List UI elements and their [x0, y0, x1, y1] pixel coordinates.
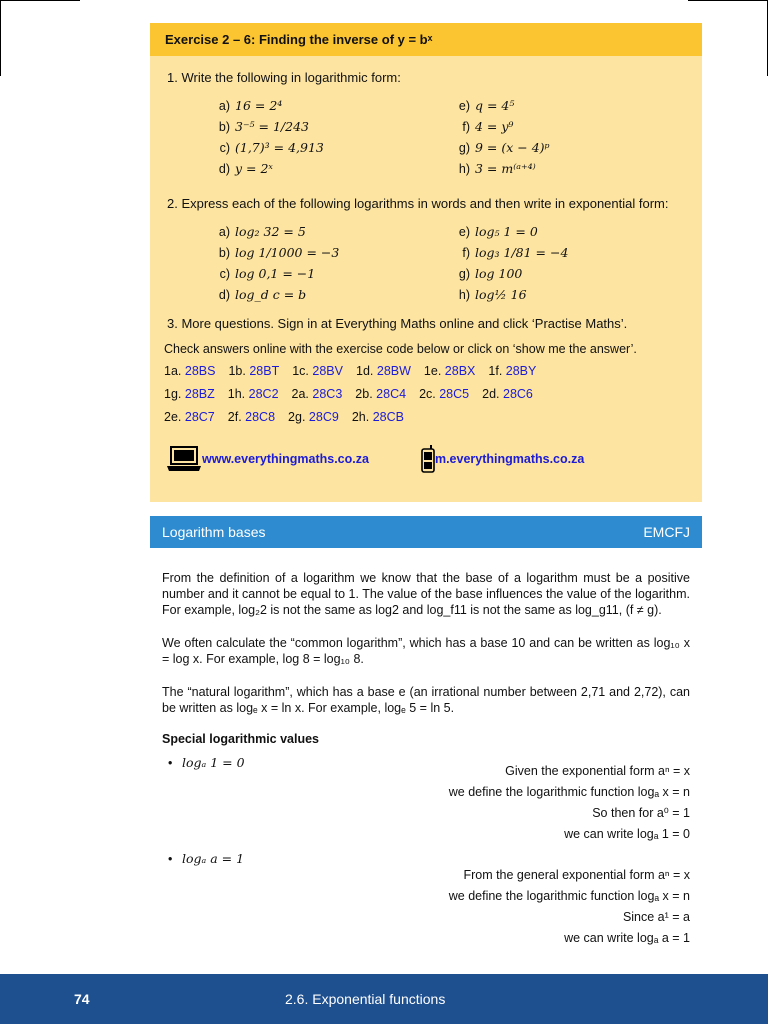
code-link[interactable]: 28C3 [312, 387, 343, 401]
code-key: 2c. [419, 387, 436, 401]
code-link[interactable]: 28C6 [503, 387, 533, 401]
item-label: e) [458, 99, 470, 113]
question-1-items [212, 98, 688, 178]
code-key: 2h. [351, 410, 370, 424]
bullet-item: • logₐ a = 1 [162, 851, 690, 869]
code-entry [355, 383, 406, 406]
code-key: 2d. [482, 387, 500, 401]
item-expression: log 1/1000 = −3 [235, 245, 340, 260]
exercise-item [212, 224, 452, 241]
code-link[interactable]: 28C5 [439, 387, 470, 401]
code-key: 2e. [164, 410, 182, 424]
item-label: d) [218, 288, 230, 302]
item-expression: log₃ 1/81 = −4 [475, 245, 569, 260]
code-key: 1b. [228, 364, 246, 378]
code-entry [292, 383, 343, 406]
exercise-title: Exercise 2 – 6: Finding the inverse of y = bˣ [150, 23, 702, 56]
item-expression: y = 2ˣ [235, 161, 273, 176]
derivation-line: Since a¹ = a [622, 910, 690, 924]
code-key: 1h. [227, 387, 246, 401]
laptop-icon [166, 445, 202, 473]
special-values-heading: Special logarithmic values [162, 732, 320, 746]
derivation-line: we can write logₐ a = 1 [564, 931, 690, 945]
exercise-item [212, 161, 452, 178]
exercise-item [212, 287, 452, 304]
question-1: 1. Write the following in logarithmic form: [167, 70, 401, 85]
item-label: d) [218, 162, 230, 176]
derivation-1 [162, 761, 690, 845]
code-link[interactable]: 28C4 [376, 387, 407, 401]
derivation-line: we can write logₐ 1 = 0 [564, 827, 690, 841]
exercise-item [212, 266, 452, 283]
code-entry [164, 406, 215, 429]
exercise-item [452, 266, 692, 283]
item-expression: 3 = m⁽ᵃ⁺⁴⁾ [475, 161, 536, 176]
exercise-item [452, 287, 692, 304]
item-label: h) [458, 162, 470, 176]
paragraph: The “natural logarithm”, which has a base e (an irrational number between 2,71 and 2,72), can be written as logₑ x = ln x. For example, logₑ 5 = ln 5. [162, 685, 690, 715]
exercise-item [452, 224, 692, 241]
exercise-item [452, 119, 692, 136]
code-entry [356, 360, 411, 383]
item-expression: (1,7)³ = 4,913 [235, 140, 324, 155]
section-header [150, 516, 702, 548]
code-link[interactable]: 28C7 [184, 410, 215, 424]
code-entry [228, 406, 275, 429]
code-key: 2g. [288, 410, 306, 424]
item-label: a) [218, 225, 230, 239]
derivation-2 [162, 865, 690, 949]
section-body [162, 570, 690, 949]
paragraph: From the definition of a logarithm we know that the base of a logarithm must be a positive number and it cannot be equal to 1. The value of the base influences the value of the logarithm. For example, log₂2 is not the same as log2 and log_f11 is not the same as log_g11, (f ≠ g). [162, 571, 690, 617]
exercise-box [150, 23, 702, 502]
code-row [164, 406, 688, 429]
code-link[interactable]: 28CB [372, 410, 404, 424]
item-label: f) [462, 120, 470, 134]
item-label: e) [458, 225, 470, 239]
derivation-line: So then for a⁰ = 1 [592, 806, 690, 820]
paragraph: We often calculate the “common logarithm”, which has a base 10 and can be written as log₁₀ x = log x. For example, log 8 = log₁₀ 8. [162, 636, 690, 666]
question-3: 3. More questions. Sign in at Everything Maths online and click ‘Practise Maths’. [167, 316, 628, 331]
section-title: Logarithm bases [162, 524, 266, 540]
derivation-line: Given the exponential form aⁿ = x [505, 764, 690, 778]
web-link[interactable]: www.everythingmaths.co.za [202, 452, 369, 466]
question-2: 2. Express each of the following logarithms in words and then write in exponential form: [167, 196, 669, 211]
code-key: 1a. [164, 364, 182, 378]
code-entry [164, 360, 215, 383]
code-entry [482, 383, 533, 406]
item-expression: q = 4⁵ [475, 98, 515, 113]
section-code: EMCFJ [643, 524, 690, 540]
item-label: c) [219, 267, 230, 281]
check-answers-text: Check answers online with the exercise code below or click on ‘show me the answer’. [164, 342, 637, 356]
code-link[interactable]: 28C9 [308, 410, 339, 424]
code-row [164, 383, 688, 406]
code-entry [352, 406, 404, 429]
code-link[interactable]: 28BV [312, 364, 343, 378]
exercise-item [452, 140, 692, 157]
item-label: c) [219, 141, 230, 155]
crop-mark [0, 0, 1, 76]
code-key: 1e. [423, 364, 442, 378]
code-key: 2a. [291, 387, 309, 401]
exercise-item [452, 245, 692, 262]
crop-mark [688, 0, 768, 1]
item-expression: log_d c = b [235, 287, 307, 302]
item-label: g) [458, 267, 470, 281]
code-key: 1g. [164, 387, 182, 401]
code-link[interactable]: 28BY [505, 364, 537, 378]
item-expression: 16 = 2⁴ [235, 98, 283, 113]
code-entry [164, 383, 215, 406]
item-label: b) [218, 120, 230, 134]
exercise-item [212, 140, 452, 157]
item-expression: 4 = y⁹ [475, 119, 514, 134]
code-row [164, 360, 688, 383]
item-expression: log 100 [475, 266, 523, 281]
exercise-item [452, 98, 692, 115]
code-entry [488, 360, 536, 383]
item-label: a) [218, 99, 230, 113]
code-link[interactable]: 28C8 [245, 410, 276, 424]
code-key: 2b. [355, 387, 373, 401]
code-link[interactable]: 28C2 [248, 387, 279, 401]
code-link[interactable]: 28BZ [184, 387, 215, 401]
code-entry [292, 360, 343, 383]
derivation-line: we define the logarithmic function logₐ x = n [448, 889, 690, 903]
exercise-item [212, 98, 452, 115]
code-key: 1c. [292, 364, 309, 378]
code-link[interactable]: 28BS [184, 364, 216, 378]
code-entry [424, 360, 475, 383]
derivation-line: we define the logarithmic function logₐ x = n [448, 785, 690, 799]
code-entry [228, 360, 279, 383]
item-label: g) [458, 141, 470, 155]
code-entry [288, 406, 339, 429]
item-expression: log₂ 32 = 5 [235, 224, 306, 239]
item-label: h) [458, 288, 470, 302]
bullet-item: • logₐ 1 = 0 [162, 755, 690, 773]
code-key: 1f. [488, 364, 503, 378]
item-label: f) [462, 246, 470, 260]
code-link[interactable]: 28BT [249, 364, 280, 378]
mobile-link[interactable]: m.everythingmaths.co.za [434, 452, 585, 466]
item-expression: log₅ 1 = 0 [475, 224, 538, 239]
exercise-item [452, 161, 692, 178]
code-key: 1d. [356, 364, 374, 378]
item-expression: log 0,1 = −1 [235, 266, 316, 281]
item-label: b) [218, 246, 230, 260]
code-link[interactable]: 28BW [376, 364, 411, 378]
answer-codes [164, 360, 688, 429]
item-expression: 9 = (x − 4)ᵖ [475, 140, 550, 155]
exercise-item [212, 119, 452, 136]
derivation-line: From the general exponential form aⁿ = x [463, 868, 690, 882]
chapter-title: 2.6. Exponential functions [285, 991, 446, 1007]
item-expression: log½ 16 [475, 287, 527, 302]
code-key: 2f. [227, 410, 242, 424]
code-entry [419, 383, 469, 406]
exercise-item [212, 245, 452, 262]
crop-mark [0, 0, 80, 1]
item-expression: 3⁻⁵ = 1/243 [235, 119, 310, 134]
question-2-items [212, 224, 688, 304]
mobile-phone-icon [421, 445, 435, 473]
code-entry [228, 383, 279, 406]
page-number: 74 [74, 991, 90, 1007]
code-link[interactable]: 28BX [444, 364, 476, 378]
page-footer [0, 974, 768, 1024]
